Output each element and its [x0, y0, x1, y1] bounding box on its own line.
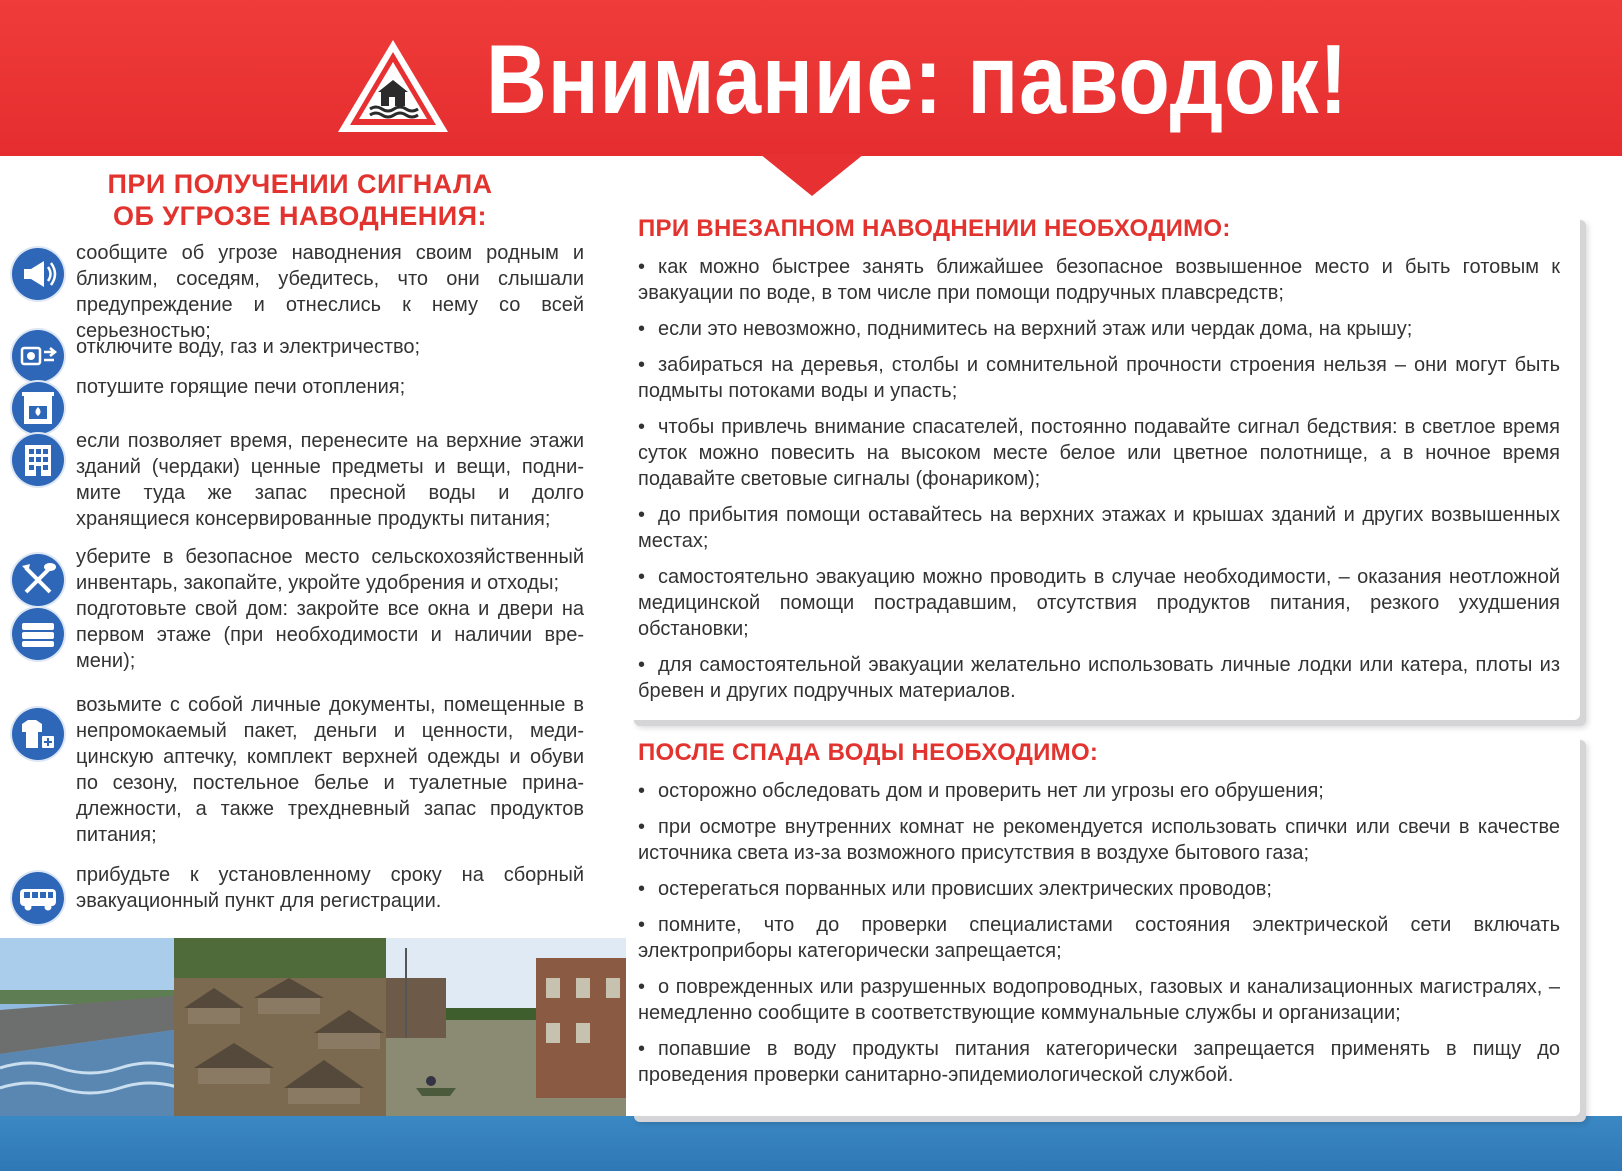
list-item: • помните, что до проверки специалистами состояния электрической сети включать электроприборы категорически запрещается; — [638, 914, 1560, 962]
left-title-line2: ОБ УГРОЗЕ НАВОДНЕНИЯ: — [112, 201, 488, 231]
photo-boat-street — [386, 938, 626, 1116]
tools-icon — [12, 554, 64, 606]
list-item-text: подготовьте свой дом: закройте все окна и двери на первом этаже (при необходимости и наличии времени); — [76, 598, 584, 672]
list-item: • если это невозможно, поднимитесь на верхний этаж или чердак дома, на крышу; — [638, 318, 1413, 340]
sudden-flood-panel — [628, 214, 1580, 720]
list-item: • чтобы привлечь внимание спасателей, постоянно подавайте сигнал бедствия: в светлое время суток можно повесить на высоком месте белое или цветное полотнище, а в ночное время подавайте световые сигналы (фонариком); — [638, 416, 1560, 490]
list-item-text: отключите воду, газ и электричество; — [76, 336, 421, 358]
list-item-text: возьмите с собой личные документы, помещенные в непромокаемый пакет, деньги и ценности, медицинскую аптечку, комплект верхней одежды и обуви по сезону, постельное белье и туалетные принадлежности, а также трехдневный запас продуктов питания; — [76, 694, 584, 846]
utilities-off-icon — [12, 330, 64, 382]
list-item: • забираться на деревья, столбы и сомнительной прочности строения нельзя – они могут быть подмыты потоками воды и упасть; — [638, 354, 1560, 402]
list-item: • до прибытия помощи оставайтесь на верхних этажах и крышах зданий и других возвышенных местах; — [638, 504, 1560, 552]
stove-icon — [12, 382, 64, 434]
after-flood-panel — [628, 734, 1580, 1116]
documents-kit-icon — [12, 708, 64, 760]
photo-flooded-road — [0, 938, 174, 1116]
left-title-line1: ПРИ ПОЛУЧЕНИИ СИГНАЛА — [107, 169, 493, 199]
left-section-title — [90, 168, 510, 232]
list-item: • как можно быстрее занять ближайшее безопасное возвышенное место и быть готовым к эвакуации по воде, в том числе при помощи подручных плавсредств; — [638, 256, 1560, 304]
list-item-text: прибудьте к установленному сроку на сборный эвакуационный пункт для регистрации. — [76, 864, 584, 912]
bus-icon — [12, 872, 64, 924]
after-flood-title: ПОСЛЕ СПАДА ВОДЫ НЕОБХОДИМО: — [638, 739, 1099, 766]
flood-photos — [0, 938, 626, 1116]
bottom-bar — [0, 1116, 1622, 1171]
megaphone-icon — [12, 248, 64, 300]
list-item: • попавшие в воду продукты питания категорически запрещается применять в пищу до проведения проверки санитарно-эпидемиологической службой. — [638, 1038, 1560, 1086]
list-item: • самостоятельно эвакуацию можно проводить в случае необходимости, – оказания неотложной медицинской помощи пострадавшим, отсутствия продуктов питания, резкого ухудшения обстановки; — [638, 566, 1560, 640]
list-item-text: потушите горящие печи отопления; — [76, 376, 406, 398]
flood-warning-sign-icon — [334, 36, 452, 136]
list-item: • при осмотре внутренних комнат не рекомендуется использовать спички или свечи в качестве источника света из-за возможного присутствия в воздухе бытового газа; — [638, 816, 1560, 864]
list-item-text: сообщите об угрозе наводнения своим родным и близким, соседям, убедитесь, что они слышали предупреждение и отнеслись к нему со всей серьезностью; — [76, 242, 584, 342]
list-item: • о поврежденных или разрушенных водопроводных, газовых и канализационных магистралях, – немедленно сообщите в соответствующие коммунальные службы и организации; — [638, 976, 1560, 1024]
header-notch — [760, 154, 864, 196]
list-item: • осторожно обследовать дом и проверить нет ли угрозы его обрушения; — [638, 780, 1324, 802]
list-item: • остерегаться порванных или провисших электрических проводов; — [638, 878, 1272, 900]
list-item-text: если позволяет время, перенесите на верхние этажи зданий (чердаки) ценные предметы и вещи, поднимите туда же запас пресной воды и долго хранящиеся консервированные продукты питания; — [76, 430, 584, 530]
list-item: • для самостоятельной эвакуации желательно использовать личные лодки или катера, плоты из бревен и других подручных материалов. — [638, 654, 1560, 702]
shutters-icon — [12, 608, 64, 660]
sudden-flood-title: ПРИ ВНЕЗАПНОМ НАВОДНЕНИИ НЕОБХОДИМО: — [638, 215, 1231, 242]
page-title: Внимание: паводок! — [486, 24, 1349, 134]
photo-flooded-village — [174, 938, 386, 1116]
list-item-text: уберите в безопасное место сельскохозяйственный инвентарь, закопайте, укройте удобрения и отходы; — [76, 546, 584, 594]
building-icon — [12, 434, 64, 486]
